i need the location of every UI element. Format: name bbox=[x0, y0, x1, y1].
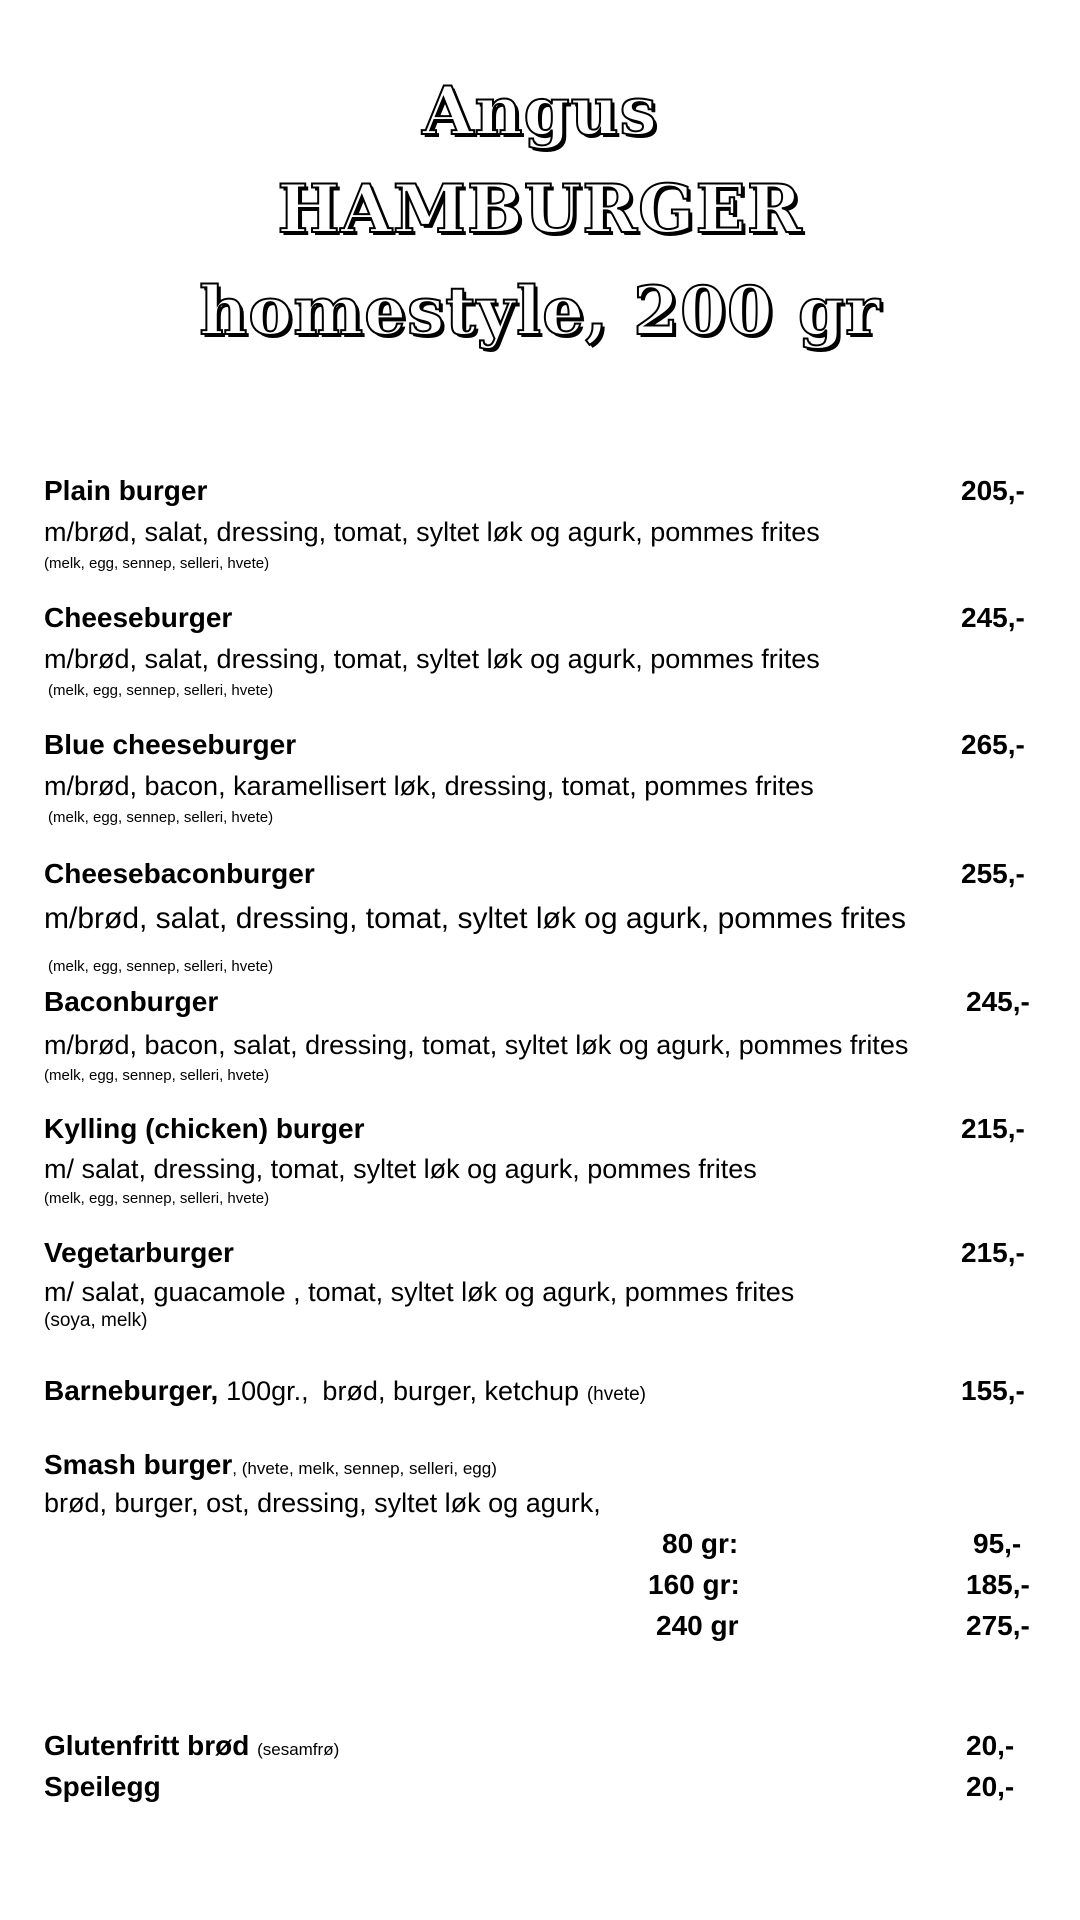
item-price: 245,- bbox=[961, 602, 1025, 633]
item-size: 100gr., bbox=[226, 1376, 309, 1406]
item-name: Vegetarburger bbox=[44, 1237, 234, 1268]
item-name: Plain burger bbox=[44, 475, 208, 506]
item-allergens: (soya, melk) bbox=[44, 1310, 148, 1331]
menu-title-line-1: Angus bbox=[422, 72, 658, 150]
item-description: brød, burger, ost, dressing, syltet løk og agurk, bbox=[44, 1488, 601, 1518]
item-price: 215,- bbox=[961, 1113, 1025, 1144]
item-price: 205,- bbox=[961, 475, 1025, 506]
item-price: 255,- bbox=[961, 858, 1025, 889]
item-description: m/brød, bacon, karamellisert løk, dressing, tomat, pommes frites bbox=[44, 771, 814, 801]
item-description: brød, burger, ketchup bbox=[322, 1376, 580, 1406]
item-name: Barneburger, bbox=[44, 1375, 219, 1406]
item-description: m/brød, salat, dressing, tomat, syltet løk og agurk, pommes frites bbox=[44, 644, 820, 674]
smash-size-price: 95,- bbox=[973, 1528, 1022, 1559]
item-allergens: (melk, egg, sennep, selleri, hvete) bbox=[48, 958, 274, 975]
extra-name: Glutenfritt brød bbox=[44, 1730, 250, 1761]
smash-size-label: 160 gr: bbox=[648, 1569, 740, 1600]
item-name: Cheeseburger bbox=[44, 602, 233, 633]
item-name: Blue cheeseburger bbox=[44, 729, 297, 760]
smash-size-price: 185,- bbox=[966, 1569, 1030, 1600]
item-allergens: (hvete) bbox=[586, 1384, 646, 1405]
extra-price: 20,- bbox=[966, 1771, 1015, 1802]
item-price: 215,- bbox=[961, 1237, 1025, 1268]
item-description: m/brød, salat, dressing, tomat, syltet løk og agurk, pommes frites bbox=[44, 517, 820, 547]
smash-size-label: 80 gr: bbox=[662, 1528, 739, 1559]
item-description: m/ salat, guacamole , tomat, syltet løk og agurk, pommes frites bbox=[44, 1277, 795, 1307]
smash-size-label: 240 gr bbox=[656, 1610, 739, 1641]
item-description: m/brød, bacon, salat, dressing, tomat, syltet løk og agurk, pommes frites bbox=[44, 1030, 909, 1060]
extra-price: 20,- bbox=[966, 1730, 1015, 1761]
item-allergens: (melk, egg, sennep, selleri, hvete) bbox=[44, 555, 270, 572]
item-description: m/brød, salat, dressing, tomat, syltet løk og agurk, pommes frites bbox=[44, 902, 906, 935]
smash-size-price: 275,- bbox=[966, 1610, 1030, 1641]
item-name: Kylling (chicken) burger bbox=[44, 1113, 365, 1144]
item-name: Baconburger bbox=[44, 986, 219, 1017]
item-description: m/ salat, dressing, tomat, syltet løk og agurk, pommes frites bbox=[44, 1154, 757, 1184]
item-price: 245,- bbox=[966, 986, 1030, 1017]
item-allergens: (melk, egg, sennep, selleri, hvete) bbox=[48, 682, 274, 699]
item-name: Cheesebaconburger bbox=[44, 858, 315, 889]
item-price: 155,- bbox=[961, 1375, 1025, 1406]
extra-name: Speilegg bbox=[44, 1771, 161, 1802]
menu-title-line-2: HAMBURGER bbox=[277, 170, 803, 248]
menu-title-line-3: homestyle, 200 gr bbox=[199, 272, 881, 350]
item-allergens: , (hvete, melk, sennep, selleri, egg) bbox=[232, 1459, 497, 1478]
item-price: 265,- bbox=[961, 729, 1025, 760]
item-allergens: (melk, egg, sennep, selleri, hvete) bbox=[44, 1067, 270, 1084]
item-allergens: (melk, egg, sennep, selleri, hvete) bbox=[48, 809, 274, 826]
item-name: Smash burger bbox=[44, 1449, 233, 1480]
extra-note: (sesamfrø) bbox=[257, 1740, 340, 1759]
item-allergens: (melk, egg, sennep, selleri, hvete) bbox=[44, 1190, 270, 1207]
